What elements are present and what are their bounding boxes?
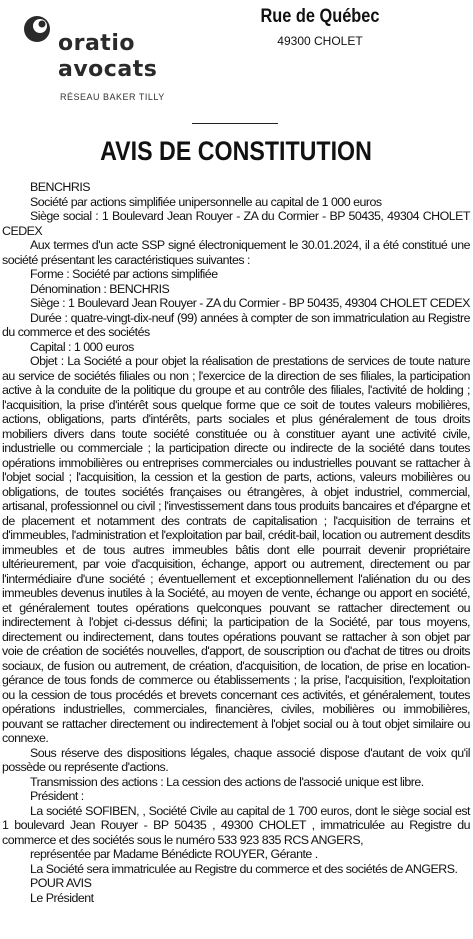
- address-city: 49300 CHOLET: [277, 34, 363, 48]
- paragraph-company-type: Société par actions simplifiée unipersonnelle au capital de 1 000 euros: [30, 194, 382, 209]
- paragraph-seat: Siège : 1 Boulevard Jean Rouyer - ZA du Cormier - BP 50435, 49304 CHOLET CEDEX: [30, 296, 470, 310]
- logo-text-avocats: avocats: [58, 57, 158, 82]
- paragraph-company-name: BENCHRIS: [30, 180, 91, 194]
- paragraph-denomination: Dénomination : BENCHRIS: [30, 281, 170, 296]
- paragraph-registration: La Société sera immatriculée au Registre du commerce et des sociétés de ANGERS.: [30, 861, 458, 876]
- paragraph-share-transfer: Transmission des actions : La cession des actions de l'associé unique est libre.: [30, 774, 424, 789]
- paragraph-pour-avis: POUR AVIS: [30, 876, 92, 890]
- paragraph-deed: Aux termes d'un acte SSP signé électroniquement le 30.01.2024, il a été constitué une société présentant les caractéristiques suivantes :: [2, 238, 470, 267]
- notice-title: [0, 134, 473, 168]
- notice-title-text: AVIS DE CONSTITUTION: [100, 136, 373, 166]
- logo-text-oratio: oratio: [58, 31, 135, 56]
- address-block: [240, 6, 400, 48]
- paragraph-registered-office: Siège social : 1 Boulevard Jean Rouyer - ZA du Cormier - BP 50435, 49304 CHOLET CEDEX: [2, 209, 470, 238]
- paragraph-form: Forme : Société par actions simplifiée: [30, 267, 218, 281]
- address-street: Rue de Québec: [260, 6, 380, 27]
- paragraph-representative: représentée par Madame Bénédicte ROUYER, Gérante .: [30, 847, 318, 861]
- paragraph-object: Objet : La Société a pour objet la réalisation de prestations de services de toute nature au service de sociétés filiales ou non ; l'exercice de la direction de ses filiales, la participation active à la conduite de la politique du groupe et au contrôle des filiales, l'activité de holding ; l'acquisition, la prise d'intérêt sous quelque forme que ce soit de toutes valeurs mobilières, actions, obligations, parts d'intérêts, parts sociales et plus généralement de tous droits mobiliers divers dans toute société constituée ou à constituer ayant une activité civile, industrielle ou commerciale ; la participation directe ou indirecte de la société dans toutes opérations immobilières ou entreprises commerciales ou industrielles pouvant se rattacher à l'objet social ; l'acquisition, la cession et la gestion de parts, actions, valeurs mobilières ou obligations, de toutes sociétés françaises ou étrangères, à objet industriel, commercial, artisanal, professionnel ou civil ; l'investissement dans tous produits bancaires et d'épargne et de placement et notamment des contrats de capitalisation ; l'acquisition de terrains et d'immeubles, l'administration et l'exploitation par bail, crédit-bail, location ou autrement desdits immeubles et de tous autres immeubles bâtis dont elle pourrait devenir propriétaire ultérieurement, par voie d'acquisition, échange, apport ou autrement, directement ou par l'intermédiaire d'une société ; éventuellement et exceptionnellement l'aliénation du ou des immeubles devenus inutiles à la Société, au moyen de vente, échange ou apport en société, et généralement toutes opérations quelconques pouvant se rattacher directement ou indirectement à l'objet ci-dessus défini; la participation de la Société, par tous moyens, directement ou indirectement, dans toutes opérations pouvant se rattacher à son objet par voie de création de sociétés nouvelles, d'apport, de souscription ou d'achat de titres ou droits sociaux, de fusion ou autrement, de création, d'acquisition, de location, de prise en location-gérance de tous fonds de commerce ou établissements ; la prise, l'acquisition, l'exploitation ou la cession de tous procédés et brevets concernant ces activités, et généralement, toutes opérations industrielles, commerciales, financières, civiles, mobilières ou immobilières, pouvant se rattacher directement ou indirectement à l'objet social ou à tout objet similaire ou connexe.: [2, 354, 470, 745]
- oratio-avocats-logo: [18, 12, 178, 112]
- logo-tagline: RÉSEAU BAKER TILLY: [60, 92, 165, 102]
- paragraph-president-heading: Président :: [30, 789, 84, 803]
- oratio-logo-mark-icon: [22, 14, 52, 44]
- paragraph-voting: Sous réserve des dispositions légales, chaque associé dispose d'autant de voix qu'il possède ou représente d'actions.: [2, 745, 470, 774]
- notice-body: [2, 180, 470, 905]
- paragraph-capital: Capital : 1 000 euros: [30, 339, 134, 354]
- paragraph-duration: Durée : quatre-vingt-dix-neuf (99) années à compter de son immatriculation au Registre du commerce et des sociétés: [2, 310, 470, 339]
- title-divider: [192, 123, 278, 124]
- paragraph-signature: Le Président: [30, 890, 94, 905]
- paragraph-president: La société SOFIBEN, , Société Civile au capital de 1 700 euros, dont le siège social est 1 boulevard Jean Rouyer - BP 50435 , 49300 CHOLET , immatriculée au Registre du commerce et des sociétés sous le numéro 533 923 835 RCS ANGERS,: [2, 803, 470, 847]
